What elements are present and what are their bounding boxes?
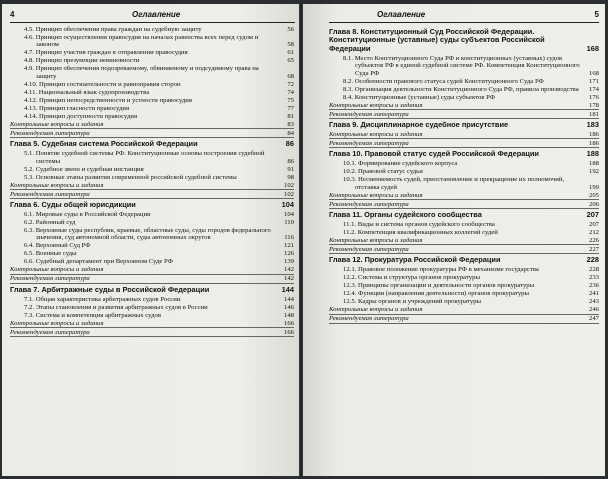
control-questions-entry bbox=[10, 121, 294, 129]
section-entry bbox=[329, 168, 599, 175]
chapter-entry bbox=[329, 256, 599, 264]
control-questions-entry bbox=[329, 192, 599, 200]
section-entry bbox=[329, 290, 599, 297]
entry-page-number: 144 bbox=[281, 284, 294, 294]
entry-title: Рекомендуемая литература bbox=[10, 190, 90, 198]
entry-page-number: 166 bbox=[283, 319, 294, 327]
entry-title: 12.1. Правовое положение прокуратуры РФ в механизме государства bbox=[343, 266, 539, 274]
page-number: 4 bbox=[10, 10, 15, 19]
entry-title: Рекомендуемая литература bbox=[329, 245, 409, 253]
section-entry bbox=[10, 227, 294, 242]
section-entry bbox=[10, 150, 294, 165]
entry-title: 11.2. Компетенция квалификационных коллегий судей bbox=[343, 228, 498, 236]
control-questions-entry bbox=[10, 266, 294, 274]
control-questions-entry bbox=[329, 237, 599, 245]
control-questions-entry bbox=[329, 131, 599, 139]
entry-title: 4.7. Принцип участия граждан в отправлении правосудия bbox=[24, 49, 188, 57]
section-entry bbox=[329, 94, 599, 101]
entry-title: 7.1. Общая характеристика арбитражных судов России bbox=[24, 295, 181, 303]
entry-page-number: 77 bbox=[287, 104, 294, 112]
entry-page-number: 228 bbox=[588, 266, 599, 274]
literature-entry bbox=[10, 329, 294, 337]
entry-title: Глава 12. Прокуратура Российской Федерации bbox=[329, 255, 501, 265]
chapter-entry bbox=[329, 211, 599, 219]
entry-page-number: 207 bbox=[588, 220, 599, 228]
entry-title: Контрольные вопросы и задания bbox=[329, 130, 423, 138]
entry-page-number: 102 bbox=[283, 181, 294, 189]
entry-title: Контрольные вопросы и задания bbox=[10, 181, 104, 189]
literature-entry bbox=[329, 201, 599, 209]
chapter-entry bbox=[329, 150, 599, 158]
literature-entry bbox=[329, 246, 599, 254]
entry-title: 4.14. Принцип доступности правосудия bbox=[24, 112, 138, 120]
entry-page-number: 168 bbox=[586, 43, 599, 53]
section-entry bbox=[329, 160, 599, 167]
entry-page-number: 212 bbox=[588, 228, 599, 236]
entry-title: Глава 5. Судебная система Российской Федерации bbox=[10, 139, 198, 149]
entry-page-number: 181 bbox=[588, 110, 599, 118]
entry-page-number: 65 bbox=[287, 57, 294, 65]
chapter-entry bbox=[10, 140, 294, 148]
entry-title: 8.2. Особенности правового статуса судей Конституционного Суда РФ bbox=[343, 77, 544, 85]
running-head bbox=[329, 10, 599, 23]
entry-title: 8.1. Место Конституционного Суда РФ и конституционных (уставных) судов субъектов РФ в единой судебной системе РФ. Компетенция Конституционного Суда РФ bbox=[343, 54, 580, 77]
literature-entry bbox=[329, 111, 599, 119]
chapter-entry bbox=[329, 121, 599, 129]
entry-page-number: 58 bbox=[287, 41, 294, 49]
entry-title: 8.4. Конституционные (уставные) суды субъектов РФ bbox=[343, 93, 496, 101]
section-entry bbox=[10, 105, 294, 112]
section-entry bbox=[10, 81, 294, 88]
literature-entry bbox=[329, 140, 599, 148]
entry-title: 11.1. Виды и система органов судейского сообщества bbox=[343, 220, 495, 228]
section-entry bbox=[10, 219, 294, 226]
entry-page-number: 146 bbox=[283, 303, 294, 311]
section-entry bbox=[329, 266, 599, 273]
entry-title: Рекомендуемая литература bbox=[329, 139, 409, 147]
entry-page-number: 188 bbox=[586, 149, 599, 159]
entry-title: Контрольные вопросы и задания bbox=[329, 101, 423, 109]
control-questions-entry bbox=[10, 320, 294, 328]
entry-page-number: 188 bbox=[588, 160, 599, 168]
entry-page-number: 72 bbox=[287, 80, 294, 88]
entry-title: 6.6. Судебный департамент при Верховном Суде РФ bbox=[24, 258, 173, 266]
section-entry bbox=[10, 250, 294, 257]
entry-title: 6.5. Военные суды bbox=[24, 250, 77, 258]
section-entry bbox=[10, 166, 294, 173]
control-questions-entry bbox=[329, 306, 599, 314]
entry-page-number: 75 bbox=[287, 96, 294, 104]
entry-title: 12.3. Принципы организации и деятельности органов прокуратуры bbox=[343, 282, 535, 290]
section-entry bbox=[10, 97, 294, 104]
control-questions-entry bbox=[329, 102, 599, 110]
entry-page-number: 207 bbox=[586, 209, 599, 219]
page-number: 5 bbox=[594, 10, 599, 19]
entry-title: Рекомендуемая литература bbox=[10, 275, 90, 283]
entry-title: 4.6. Принцип осуществления правосудия на началах равенства всех перед судом и законом bbox=[24, 34, 259, 49]
entry-title: 5.3. Основные этапы развития современной российской судебной системы bbox=[24, 173, 237, 181]
section-entry bbox=[10, 174, 294, 181]
entry-page-number: 236 bbox=[588, 282, 599, 290]
entry-page-number: 116 bbox=[284, 234, 294, 242]
entry-page-number: 104 bbox=[281, 199, 294, 209]
running-head-title: Оглавление bbox=[132, 10, 181, 19]
section-entry bbox=[329, 221, 599, 228]
entry-page-number: 86 bbox=[287, 157, 294, 165]
entry-title: 10.2. Правовой статус судьи bbox=[343, 168, 423, 176]
entry-page-number: 166 bbox=[283, 328, 294, 336]
entry-page-number: 226 bbox=[588, 236, 599, 244]
entry-title: Контрольные вопросы и задания bbox=[10, 319, 104, 327]
entry-page-number: 205 bbox=[588, 191, 599, 199]
entry-title: Глава 7. Арбитражные суды в Российской Федерации bbox=[10, 284, 210, 294]
running-head-title: Оглавление bbox=[377, 10, 426, 19]
control-questions-entry bbox=[10, 182, 294, 190]
entry-title: 12.5. Кадры органов и учреждений прокуратуры bbox=[343, 298, 482, 306]
entry-page-number: 121 bbox=[283, 242, 294, 250]
literature-entry bbox=[10, 191, 294, 199]
entry-title: 4.11. Национальный язык судопроизводства bbox=[24, 88, 150, 96]
entry-page-number: 102 bbox=[283, 190, 294, 198]
section-entry bbox=[10, 304, 294, 311]
entry-page-number: 168 bbox=[588, 69, 599, 77]
entry-title: 4.12. Принцип непосредственности и устности правосудия bbox=[24, 96, 192, 104]
entry-title: Контрольные вопросы и задания bbox=[329, 191, 423, 199]
entry-page-number: 183 bbox=[586, 119, 599, 129]
section-entry bbox=[10, 113, 294, 120]
toc-list bbox=[329, 26, 599, 324]
entry-title: Контрольные вопросы и задания bbox=[10, 266, 104, 274]
entry-page-number: 142 bbox=[283, 275, 294, 283]
entry-title: 4.10. Принцип состязательности и равноправия сторон bbox=[24, 80, 181, 88]
entry-page-number: 241 bbox=[588, 290, 599, 298]
section-entry bbox=[10, 312, 294, 319]
section-entry bbox=[10, 89, 294, 96]
entry-page-number: 104 bbox=[283, 210, 294, 218]
chapter-entry bbox=[329, 28, 599, 53]
left-page bbox=[2, 4, 299, 476]
entry-page-number: 142 bbox=[283, 266, 294, 274]
section-entry bbox=[329, 176, 599, 191]
entry-page-number: 199 bbox=[588, 183, 599, 191]
literature-entry bbox=[10, 130, 294, 138]
entry-title: Рекомендуемая литература bbox=[329, 110, 409, 118]
section-entry bbox=[10, 26, 294, 33]
chapter-entry bbox=[10, 201, 294, 209]
entry-page-number: 171 bbox=[588, 77, 599, 85]
entry-title: 8.3. Организация деятельности Конституционного Суда РФ, правила производства bbox=[343, 85, 579, 93]
running-head bbox=[10, 10, 295, 23]
entry-page-number: 83 bbox=[287, 120, 294, 128]
section-entry bbox=[10, 49, 294, 56]
entry-page-number: 243 bbox=[588, 298, 599, 306]
entry-page-number: 178 bbox=[588, 101, 599, 109]
entry-title: 6.3. Верховные суды республик, краевые, областные суды, суды городов федерального значения, суд автономной области, суды автономных округов bbox=[24, 226, 271, 242]
entry-title: 6.2. Районный суд bbox=[24, 218, 76, 226]
entry-page-number: 186 bbox=[588, 130, 599, 138]
literature-entry bbox=[329, 315, 599, 323]
entry-title: 4.5. Принцип обеспечения права граждан на судебную защиту bbox=[24, 26, 202, 33]
entry-page-number: 86 bbox=[285, 139, 294, 149]
toc-list bbox=[10, 26, 294, 338]
chapter-entry bbox=[10, 286, 294, 294]
section-entry bbox=[10, 242, 294, 249]
entry-page-number: 110 bbox=[284, 218, 294, 226]
section-entry bbox=[329, 274, 599, 281]
entry-page-number: 148 bbox=[283, 311, 294, 319]
section-entry bbox=[10, 211, 294, 218]
entry-title: Контрольные вопросы и задания bbox=[329, 306, 423, 314]
entry-page-number: 174 bbox=[588, 85, 599, 93]
section-entry bbox=[10, 258, 294, 265]
entry-page-number: 126 bbox=[283, 250, 294, 258]
entry-title: 7.2. Этапы становления и развития арбитражных судов в России bbox=[24, 303, 208, 311]
section-entry bbox=[10, 57, 294, 64]
section-entry bbox=[329, 282, 599, 289]
entry-page-number: 176 bbox=[588, 93, 599, 101]
entry-title: 12.2. Система и структура органов прокуратуры bbox=[343, 274, 480, 282]
entry-title: 12.4. Функции (направления деятельности) органов прокуратуры bbox=[343, 290, 530, 298]
entry-page-number: 81 bbox=[287, 112, 294, 120]
entry-page-number: 68 bbox=[287, 72, 294, 80]
entry-title: 5.1. Понятие судебной системы РФ. Конституционные основы построения судебной системы bbox=[24, 150, 265, 165]
entry-title: 6.4. Верховный Суд РФ bbox=[24, 242, 91, 250]
entry-title: 7.3. Система и компетенция арбитражных судов bbox=[24, 311, 161, 319]
right-page bbox=[303, 4, 605, 476]
literature-entry bbox=[10, 275, 294, 283]
section-entry bbox=[329, 298, 599, 305]
section-entry bbox=[329, 86, 599, 93]
entry-page-number: 61 bbox=[287, 49, 294, 57]
entry-page-number: 186 bbox=[588, 139, 599, 147]
entry-title: Глава 11. Органы судейского сообщества bbox=[329, 209, 482, 219]
section-entry bbox=[10, 34, 294, 49]
entry-title: Глава 9. Дисциплинарное судебное присутствие bbox=[329, 119, 509, 129]
entry-page-number: 84 bbox=[287, 129, 294, 137]
entry-page-number: 228 bbox=[586, 255, 599, 265]
entry-title: Глава 6. Суды общей юрисдикции bbox=[10, 199, 136, 209]
section-entry bbox=[10, 65, 294, 80]
entry-page-number: 139 bbox=[283, 258, 294, 266]
entry-title: Контрольные вопросы и задания bbox=[329, 236, 423, 244]
entry-title: Рекомендуемая литература bbox=[10, 129, 90, 137]
entry-page-number: 144 bbox=[283, 295, 294, 303]
entry-page-number: 233 bbox=[588, 274, 599, 282]
entry-title: Рекомендуемая литература bbox=[329, 200, 409, 208]
entry-title: 10.1. Формирование судейского корпуса bbox=[343, 160, 458, 168]
section-entry bbox=[329, 78, 599, 85]
entry-title: 4.13. Принцип гласности правосудия bbox=[24, 104, 130, 112]
entry-title: Контрольные вопросы и задания bbox=[10, 120, 104, 128]
section-entry bbox=[10, 296, 294, 303]
entry-title: 4.9. Принцип обеспечения подозреваемому, обвиняемому и подсудимому права на защиту bbox=[24, 65, 259, 80]
entry-page-number: 246 bbox=[588, 306, 599, 314]
section-entry bbox=[329, 55, 599, 77]
entry-title: 10.3. Несменяемость судей, приостановление и прекращение их полномочий, отставка судей bbox=[343, 176, 565, 191]
entry-page-number: 56 bbox=[287, 26, 294, 33]
entry-title: Рекомендуемая литература bbox=[329, 315, 409, 323]
entry-page-number: 91 bbox=[287, 165, 294, 173]
entry-page-number: 227 bbox=[588, 245, 599, 253]
entry-title: 5.2. Судебное звено и судебная инстанция bbox=[24, 165, 144, 173]
entry-page-number: 192 bbox=[588, 168, 599, 176]
entry-title: Глава 10. Правовой статус судей Российской Федерации bbox=[329, 149, 539, 159]
entry-title: Глава 8. Конституционный Суд Российской Федерации. Конституционные (уставные) суды субъектов Российской Федерации bbox=[329, 27, 545, 53]
entry-page-number: 247 bbox=[588, 315, 599, 323]
entry-title: 6.1. Мировые суды в Российской Федерации bbox=[24, 210, 151, 218]
entry-page-number: 206 bbox=[588, 200, 599, 208]
entry-page-number: 98 bbox=[287, 173, 294, 181]
entry-title: Рекомендуемая литература bbox=[10, 328, 90, 336]
section-entry bbox=[329, 229, 599, 236]
entry-page-number: 74 bbox=[287, 88, 294, 96]
entry-title: 4.8. Принцип презумпции невиновности bbox=[24, 57, 140, 65]
